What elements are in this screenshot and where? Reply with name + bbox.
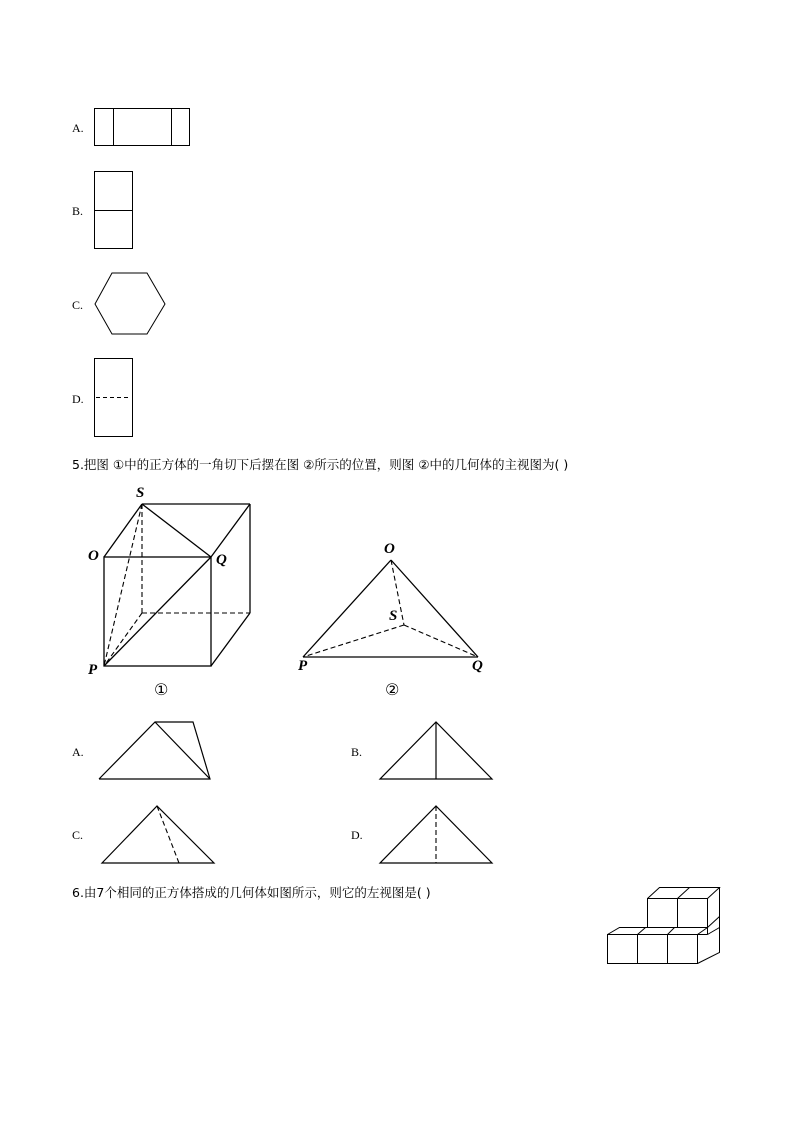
q4-option-b-label: B. <box>72 204 84 218</box>
q4-option-a-label: A. <box>72 121 84 135</box>
fig1-vertex-p: P <box>88 662 98 678</box>
fig2-vertex-q: Q <box>472 658 483 674</box>
fig1-vertex-q: Q <box>216 552 227 568</box>
q6-question-text: 6.由7个相同的正方体搭成的几何体如图所示，则它的左视图是( ) <box>72 885 431 900</box>
fig1-caption: ① <box>154 680 169 699</box>
q4-option-c-label: C. <box>72 298 84 312</box>
fig2-vertex-p: P <box>298 658 308 674</box>
q5-option-d-label: D. <box>351 828 363 842</box>
fig2-vertex-o: O <box>384 541 395 557</box>
q5-option-b-label: B. <box>351 745 363 759</box>
fig2-caption: ② <box>385 680 400 699</box>
fig2-vertex-s: S <box>389 608 398 624</box>
q5-option-c-label: C. <box>72 828 84 842</box>
fig1-vertex-o: O <box>88 548 99 564</box>
q5-question-text: 5.把图 ①中的正方体的一角切下后摆在图 ②所示的位置，则图 ②中的几何体的主视图为( ) <box>72 457 569 472</box>
fig1-vertex-s: S <box>136 485 145 501</box>
q5-option-a-label: A. <box>72 745 84 759</box>
q4-option-d-label: D. <box>72 392 84 406</box>
